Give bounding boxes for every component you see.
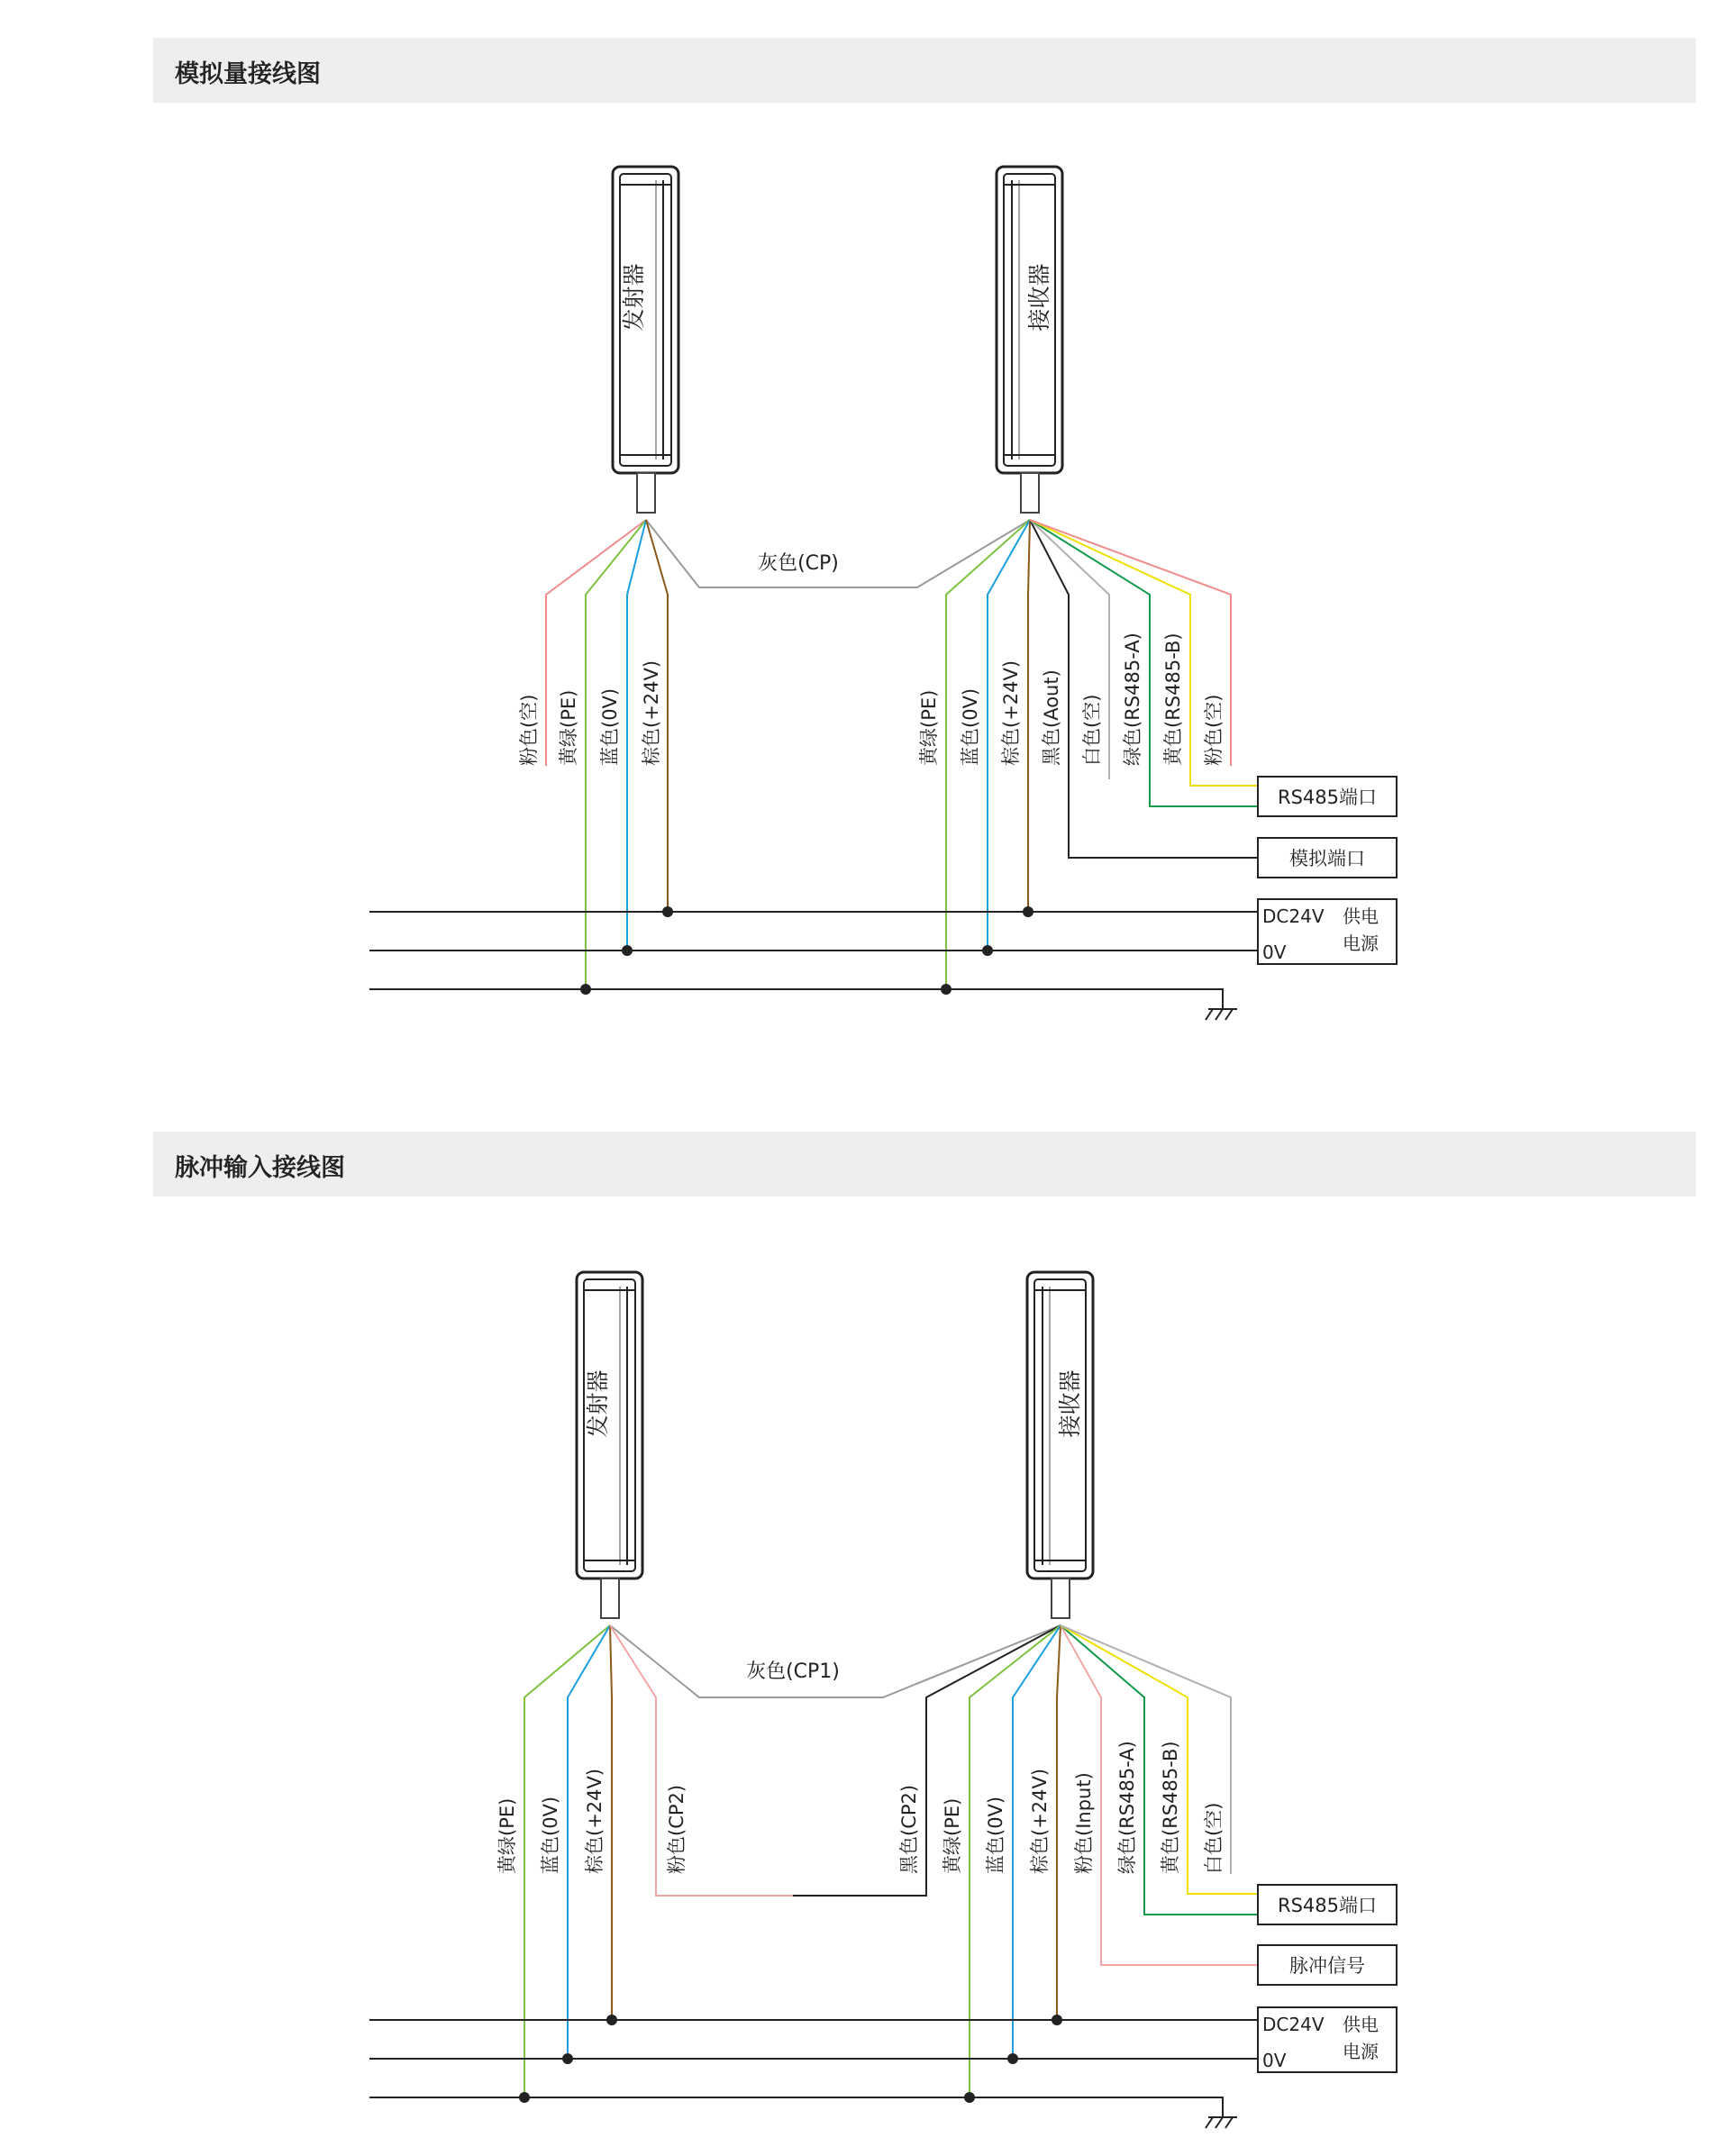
- analog-ground-symbol: [1206, 1009, 1237, 1020]
- pulse-signal-port: [1258, 1945, 1397, 1985]
- analog-power-label-2: 电源: [1343, 932, 1379, 954]
- pulse-power-label-1: 供电: [1343, 2014, 1379, 2035]
- pulse-emitter-wire-label: 粉色(CP2): [666, 1784, 687, 1874]
- pulse-junction-dot: [1052, 2015, 1062, 2025]
- pulse-receiver-device: [1027, 1272, 1093, 1618]
- pulse-power-label-2: 电源: [1343, 2041, 1379, 2062]
- analog-receiver-wire-label: 黄色(RS485-B): [1162, 632, 1184, 766]
- analog-emitter-label: 发射器: [621, 263, 647, 332]
- analog-analog-port: [1258, 838, 1397, 878]
- pulse-receiver-label: 接收器: [1057, 1369, 1083, 1438]
- pulse-receiver-wire-label: 白色(空): [1203, 1802, 1225, 1874]
- pulse-emitter-wire-label: 黄绿(PE): [496, 1797, 518, 1874]
- analog-junction-dot: [622, 945, 633, 956]
- analog-rs485-label: RS485端口: [1277, 787, 1378, 808]
- analog-receiver-label: 接收器: [1026, 263, 1052, 332]
- analog-dc24v-label: DC24V: [1262, 905, 1325, 927]
- analog-receiver-wire-label: 粉色(空): [1203, 694, 1225, 766]
- pulse-receiver-wire-label: 黄绿(PE): [942, 1797, 963, 1874]
- pulse-rs485-port: [1258, 1885, 1397, 1924]
- pulse-ground-symbol: [1206, 2117, 1237, 2128]
- pulse-rs485-label: RS485端口: [1277, 1895, 1378, 1916]
- pulse-receiver-wire-label: 粉色(Input): [1073, 1772, 1095, 1874]
- pulse-receiver-wire-label: 黄色(RS485-B): [1160, 1741, 1181, 1874]
- analog-rs485-port: [1258, 777, 1397, 816]
- analog-power-label-1: 供电: [1343, 905, 1379, 927]
- analog-receiver-wire-label: 白色(空): [1081, 694, 1103, 766]
- pulse-receiver-wire-label: 棕色(+24V): [1029, 1768, 1051, 1874]
- analog-section-title: 模拟量接线图: [175, 60, 321, 88]
- analog-receiver-wire-label: 蓝色(0V): [960, 687, 981, 766]
- pulse-pe-bus: [369, 2097, 1223, 2117]
- pulse-receiver-brown-wire: [1057, 1625, 1061, 2020]
- analog-receiver-brown-wire: [1028, 520, 1030, 912]
- pulse-cp1-label: 灰色(CP1): [746, 1660, 840, 1683]
- analog-emitter-wire-label: 黄绿(PE): [558, 689, 579, 766]
- pulse-diagram: [369, 1272, 1397, 2128]
- pulse-emitter-wire-label: 蓝色(0V): [540, 1796, 561, 1874]
- pulse-signal-label: 脉冲信号: [1289, 1955, 1365, 1977]
- pulse-power-supply: [1258, 2007, 1397, 2072]
- pulse-junction-dot: [562, 2053, 573, 2064]
- analog-emitter-wire-label: 棕色(+24V): [641, 660, 662, 766]
- analog-junction-dot: [580, 984, 591, 995]
- pulse-receiver-wire-label: 蓝色(0V): [985, 1796, 1006, 1874]
- analog-receiver-wire-label: 黑色(Aout): [1041, 669, 1062, 766]
- analog-emitter-wire-label: 粉色(空): [518, 694, 540, 766]
- analog-junction-dot: [982, 945, 993, 956]
- pulse-0v-label: 0V: [1262, 2050, 1287, 2071]
- analog-analog-port-label: 模拟端口: [1289, 848, 1365, 869]
- analog-power-supply: [1258, 899, 1397, 964]
- analog-0v-label: 0V: [1262, 942, 1287, 963]
- pulse-receiver-wire-label: 绿色(RS485-A): [1116, 1741, 1138, 1874]
- pulse-junction-dot: [964, 2092, 975, 2103]
- pulse-junction-dot: [606, 2015, 617, 2025]
- pulse-emitter-device: [577, 1272, 642, 1618]
- pulse-emitter-wire-label: 棕色(+24V): [584, 1768, 606, 1874]
- analog-junction-dot: [1023, 906, 1033, 917]
- analog-emitter-wire-label: 蓝色(0V): [599, 687, 621, 766]
- analog-receiver-wire-label: 绿色(RS485-A): [1122, 632, 1143, 766]
- analog-receiver-wire-label: 黄绿(PE): [918, 689, 940, 766]
- pulse-emitter-brown-wire: [610, 1625, 612, 2020]
- analog-receiver-device: [997, 167, 1062, 513]
- analog-receiver-wire-label: 棕色(+24V): [1000, 660, 1022, 766]
- analog-diagram: [369, 167, 1397, 1020]
- analog-pe-bus: [369, 989, 1223, 1009]
- pulse-dc24v-label: DC24V: [1262, 2014, 1325, 2035]
- pulse-junction-dot: [519, 2092, 530, 2103]
- pulse-emitter-label: 发射器: [585, 1369, 611, 1438]
- analog-emitter-device: [613, 167, 678, 513]
- pulse-junction-dot: [1007, 2053, 1018, 2064]
- pulse-receiver-wire-label: 黑色(CP2): [898, 1784, 920, 1874]
- analog-cp-label: 灰色(CP): [758, 552, 839, 575]
- analog-junction-dot: [662, 906, 673, 917]
- pulse-section-title: 脉冲输入接线图: [175, 1154, 345, 1182]
- analog-junction-dot: [941, 984, 952, 995]
